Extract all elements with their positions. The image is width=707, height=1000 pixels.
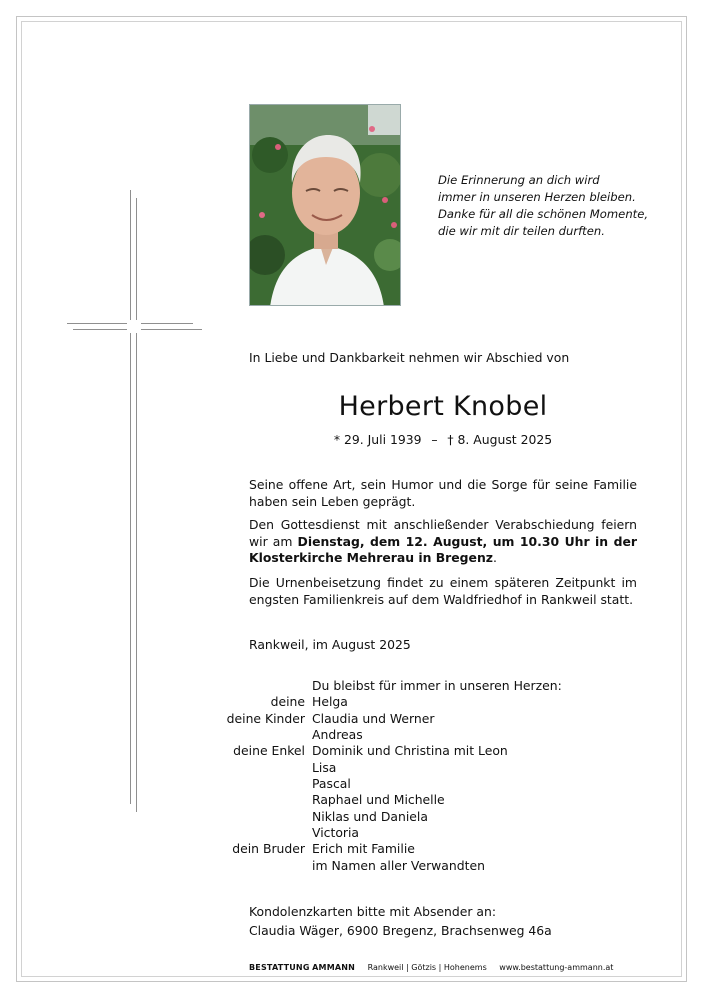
condolence-address: Claudia Wäger, 6900 Bregenz, Brachsenweg 46a [249,923,552,938]
survivor-row [200,760,562,776]
relation-label [200,825,312,841]
relation-label: deine Kinder [226,710,305,726]
survivor-row [200,792,562,808]
survivor-name: Lisa [312,759,337,775]
survivor-row [200,727,562,743]
service-paragraph [249,517,637,567]
deceased-name: Herbert Knobel [338,391,548,422]
firm-website: www.bestattung-ammann.at [499,963,614,972]
survivor-row [200,809,562,825]
relation-label: dein Bruder [232,841,305,857]
relation-label [200,727,312,743]
birth-date: * 29. Juli 1939 [333,432,422,447]
survivor-row [200,711,562,727]
tribute-paragraph: Seine offene Art, sein Humor und die Sorge für seine Familie haben sein Leben geprägt. [249,477,637,509]
relation-label: deine Enkel [233,743,305,759]
quote-line: die wir mit dir teilen durften. [438,224,605,238]
survivor-name: Du bleibst für immer in unseren Herzen: [312,678,562,693]
survivor-row [200,776,562,792]
survivor-row [200,694,562,710]
place-date: Rankweil, im August 2025 [249,637,411,652]
burial-paragraph: Die Urnenbeisetzung findet zu einem späteren Zeitpunkt im engsten Familienkreis auf dem Waldfriedhof in Rankweil statt. [249,575,637,607]
life-dates [249,432,637,447]
survivor-name: Claudia und Werner [312,710,435,726]
survivor-row [200,678,562,694]
survivor-name: im Namen aller Verwandten [312,857,485,873]
survivor-name: Dominik und Christina mit Leon [312,743,508,759]
relation-label [200,809,312,825]
relation-label [200,678,312,694]
relation-label [200,776,312,792]
firm-prefix: BESTATTUNG [249,963,310,972]
survivor-name: Pascal [312,776,351,792]
relation-label [200,760,312,776]
relation-label [200,792,312,808]
portrait-photo [249,104,401,306]
quote-line: Die Erinnerung an dich wird [438,173,600,187]
survivor-name: Niklas und Daniela [312,808,428,824]
survivor-name: Raphael und Michelle [312,792,445,808]
survivors-list [200,678,562,874]
survivor-row [200,841,562,857]
memorial-quote [438,172,658,240]
survivor-row [200,743,562,759]
survivor-row [200,858,562,874]
survivor-name: Victoria [312,825,360,841]
survivor-name: Andreas [312,727,363,743]
funeral-home-footer [249,963,613,972]
condolence-title: Kondolenzkarten bitte mit Absender an: [249,904,497,919]
date-separator: – [431,432,438,447]
quote-line: immer in unseren Herzen bleiben. [438,190,636,204]
service-text-end: . [492,550,497,566]
intro-text: In Liebe und Dankbarkeit nehmen wir Abschied von [249,350,570,365]
survivor-name: Helga [312,694,348,710]
death-date: † 8. August 2025 [447,432,553,447]
quote-line: Danke für all die schönen Momente, [438,207,649,221]
firm-locations: Rankweil | Götzis | Hohenems [367,963,487,972]
relation-label: deine [270,694,305,710]
survivor-row [200,825,562,841]
survivor-name: Erich mit Familie [312,841,415,857]
service-details: Dienstag, dem 12. August, um 10.30 Uhr in der Klosterkirche Mehrerau in Bregenz [249,533,637,566]
relation-label [200,858,312,874]
service-text: Den Gottesdienst mit anschließender Verabschiedung feiern wir am [249,517,637,549]
firm-name: AMMANN [312,963,356,972]
